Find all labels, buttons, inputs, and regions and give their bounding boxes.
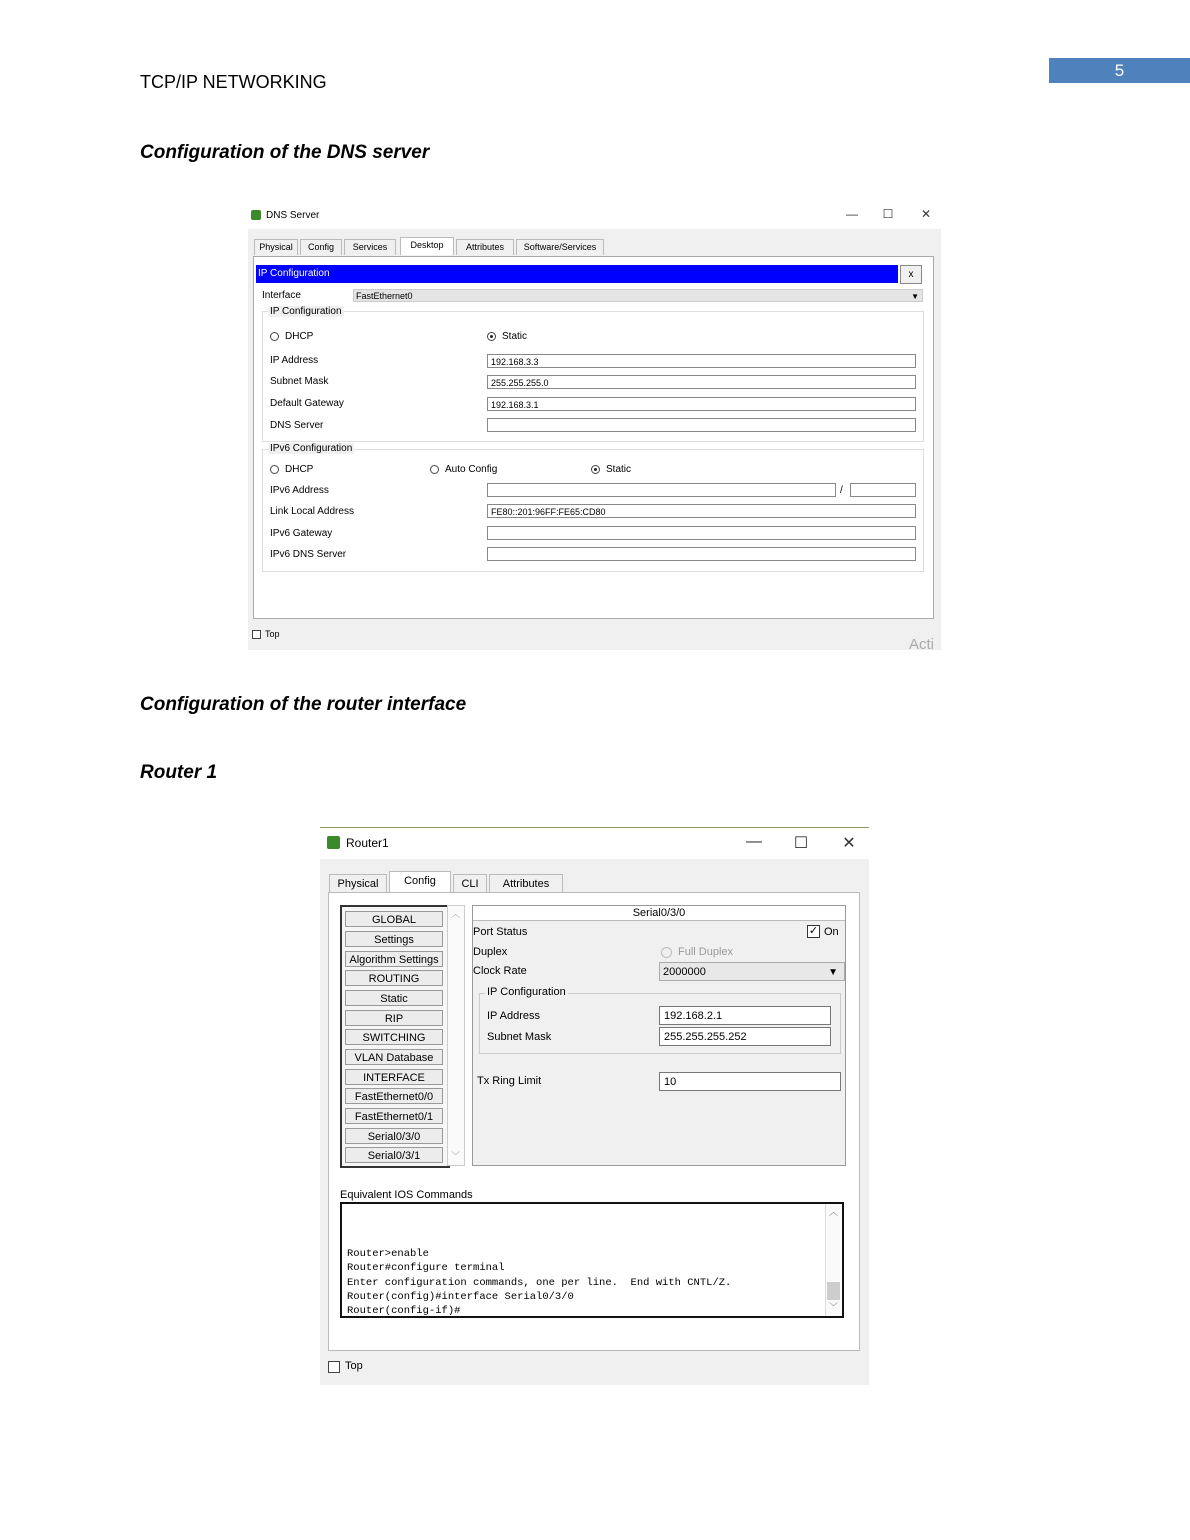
maximize-icon[interactable]: ☐	[793, 835, 809, 852]
panel-close-button[interactable]: x	[900, 265, 922, 284]
nav-fastethernet0-1[interactable]: FastEthernet0/1	[345, 1108, 443, 1124]
console-scroll-thumb[interactable]	[827, 1282, 840, 1300]
tab-cli[interactable]: CLI	[453, 874, 487, 893]
port-status-on-label: On	[824, 926, 839, 938]
nav-algorithm-settings[interactable]: Algorithm Settings	[345, 951, 443, 967]
tab-software-services[interactable]: Software/Services	[516, 239, 604, 255]
tab-config[interactable]: Config	[300, 239, 342, 255]
link-local-label: Link Local Address	[270, 506, 354, 517]
ipv4-group-label: IP Configuration	[270, 306, 342, 317]
console-line: Router(config)#interface Serial0/3/0	[347, 1291, 574, 1303]
nav-scrollbar[interactable]	[447, 905, 465, 1166]
close-icon[interactable]: ✕	[842, 835, 856, 852]
ip-address-field[interactable]: 192.168.3.3	[487, 354, 916, 368]
nav-switching[interactable]: SWITCHING	[345, 1029, 443, 1045]
dhcp-radio[interactable]	[270, 332, 279, 341]
nav-routing[interactable]: ROUTING	[345, 970, 443, 986]
interface-label: Interface	[262, 290, 301, 301]
nav-settings[interactable]: Settings	[345, 931, 443, 947]
default-gateway-label: Default Gateway	[270, 398, 344, 409]
static-radio[interactable]	[487, 332, 496, 341]
dhcp-label: DHCP	[285, 331, 314, 342]
scroll-up-icon[interactable]: ︿	[451, 909, 461, 919]
maximize-icon[interactable]: ☐	[882, 207, 894, 221]
dns-titlebar	[248, 205, 941, 227]
scroll-down-icon[interactable]: ﹀	[451, 1151, 461, 1161]
ipv6-dns-field[interactable]	[487, 547, 916, 561]
packet-tracer-icon	[327, 836, 340, 849]
dropdown-arrow-icon: ▼	[911, 292, 919, 301]
tab-physical[interactable]: Physical	[329, 874, 387, 893]
tx-ring-limit-label: Tx Ring Limit	[477, 1075, 542, 1087]
packet-tracer-icon	[251, 210, 261, 220]
ios-commands-console[interactable]	[340, 1202, 844, 1318]
console-line: Enter configuration commands, one per line. End with CNTL/Z.	[347, 1277, 732, 1289]
duplex-label: Duplex	[473, 946, 508, 958]
top-checkbox[interactable]	[252, 630, 261, 639]
subnet-mask-label: Subnet Mask	[270, 376, 329, 387]
running-head: TCP/IP NETWORKING	[140, 72, 327, 92]
page-number: 5	[1049, 58, 1190, 83]
ipv6-dhcp-label: DHCP	[285, 464, 314, 475]
nav-vlan-database[interactable]: VLAN Database	[345, 1049, 443, 1065]
heading-router1: Router 1	[140, 762, 218, 783]
ios-commands-label: Equivalent IOS Commands	[340, 1189, 473, 1201]
ipv6-auto-config-radio[interactable]	[430, 465, 439, 474]
ipv6-group-label: IPv6 Configuration	[270, 443, 353, 454]
top-checkbox[interactable]	[328, 1361, 340, 1373]
minimize-icon[interactable]: —	[846, 207, 858, 221]
close-icon[interactable]: ✕	[920, 207, 932, 221]
nav-global[interactable]: GLOBAL	[345, 911, 443, 927]
console-line: Router#configure terminal	[347, 1262, 505, 1274]
nav-serial0-3-1[interactable]: Serial0/3/1	[345, 1147, 443, 1163]
scroll-down-icon[interactable]: ﹀	[829, 1303, 839, 1313]
subnet-mask-field[interactable]: 255.255.255.252	[659, 1027, 831, 1046]
full-duplex-label: Full Duplex	[678, 946, 734, 958]
interface-value: FastEthernet0	[356, 291, 413, 301]
dns-window-body	[248, 229, 941, 650]
ip-address-label: IP Address	[487, 1010, 540, 1022]
console-line: Router(config-if)#	[347, 1305, 461, 1317]
interface-select[interactable]	[353, 289, 923, 302]
ipv6-dhcp-radio[interactable]	[270, 465, 279, 474]
top-label: Top	[345, 1360, 363, 1372]
default-gateway-field[interactable]: 192.168.3.1	[487, 397, 916, 411]
ipv6-gateway-field[interactable]	[487, 526, 916, 540]
ipv6-address-field[interactable]	[487, 483, 836, 497]
ipv6-gateway-label: IPv6 Gateway	[270, 528, 333, 539]
static-label: Static	[502, 331, 528, 342]
dns-server-window	[248, 205, 941, 653]
dns-server-label: DNS Server	[270, 420, 324, 431]
ipv6-static-label: Static	[606, 464, 632, 475]
heading-router-interface: Configuration of the router interface	[140, 694, 467, 715]
config-nav-list	[340, 905, 450, 1168]
console-line: Router>enable	[347, 1248, 429, 1260]
ipv6-static-radio[interactable]	[591, 465, 600, 474]
nav-serial0-3-0[interactable]: Serial0/3/0	[345, 1128, 443, 1144]
ip-address-field[interactable]: 192.168.2.1	[659, 1006, 831, 1025]
ipv6-dns-label: IPv6 DNS Server	[270, 549, 347, 560]
activation-watermark: Acti	[909, 636, 935, 653]
nav-rip[interactable]: RIP	[345, 1010, 443, 1026]
router-titlebar	[320, 828, 869, 859]
ipv6-prefix-field[interactable]	[850, 483, 916, 497]
prefix-slash: /	[840, 485, 843, 496]
interface-title: Serial0/3/0	[473, 906, 845, 921]
nav-fastethernet0-0[interactable]: FastEthernet0/0	[345, 1088, 443, 1104]
port-status-checkbox[interactable]: ✓	[808, 925, 819, 937]
clock-rate-label: Clock Rate	[473, 965, 527, 977]
router1-window	[320, 827, 869, 1385]
subnet-mask-field[interactable]: 255.255.255.0	[487, 375, 916, 389]
dropdown-arrow-icon: ▼	[828, 967, 838, 978]
ip-configuration-titlebar: IP Configuration	[256, 265, 898, 283]
clock-rate-value: 2000000	[663, 966, 706, 978]
link-local-field[interactable]: FE80::201:96FF:FE65:CD80	[487, 504, 916, 518]
minimize-icon[interactable]: —	[746, 833, 762, 850]
heading-dns: Configuration of the DNS server	[140, 142, 430, 163]
tab-physical[interactable]: Physical	[254, 239, 298, 255]
tab-desktop[interactable]: Desktop	[400, 237, 454, 255]
clock-rate-select[interactable]	[659, 962, 845, 981]
ipv6-address-label: IPv6 Address	[270, 485, 329, 496]
subnet-mask-label: Subnet Mask	[487, 1031, 552, 1043]
port-status-label: Port Status	[473, 926, 528, 938]
tab-attributes[interactable]: Attributes	[489, 874, 563, 893]
full-duplex-radio[interactable]	[661, 947, 672, 958]
dns-window-title: DNS Server	[266, 210, 320, 221]
nav-static[interactable]: Static	[345, 990, 443, 1006]
ip-config-group-label: IP Configuration	[487, 986, 566, 998]
tab-config[interactable]: Config	[389, 871, 451, 893]
router-window-title: Router1	[346, 836, 389, 850]
scroll-up-icon[interactable]: ︿	[829, 1208, 839, 1218]
interface-config-pane	[472, 905, 846, 1166]
ipv6-auto-config-label: Auto Config	[445, 464, 498, 475]
console-scrollbar[interactable]	[825, 1204, 842, 1316]
top-label: Top	[265, 629, 280, 639]
tab-services[interactable]: Services	[344, 239, 396, 255]
tx-ring-limit-field[interactable]: 10	[659, 1072, 841, 1091]
ip-address-label: IP Address	[270, 355, 319, 366]
tab-attributes[interactable]: Attributes	[456, 239, 514, 255]
dns-server-field[interactable]	[487, 418, 916, 432]
nav-interface[interactable]: INTERFACE	[345, 1069, 443, 1085]
